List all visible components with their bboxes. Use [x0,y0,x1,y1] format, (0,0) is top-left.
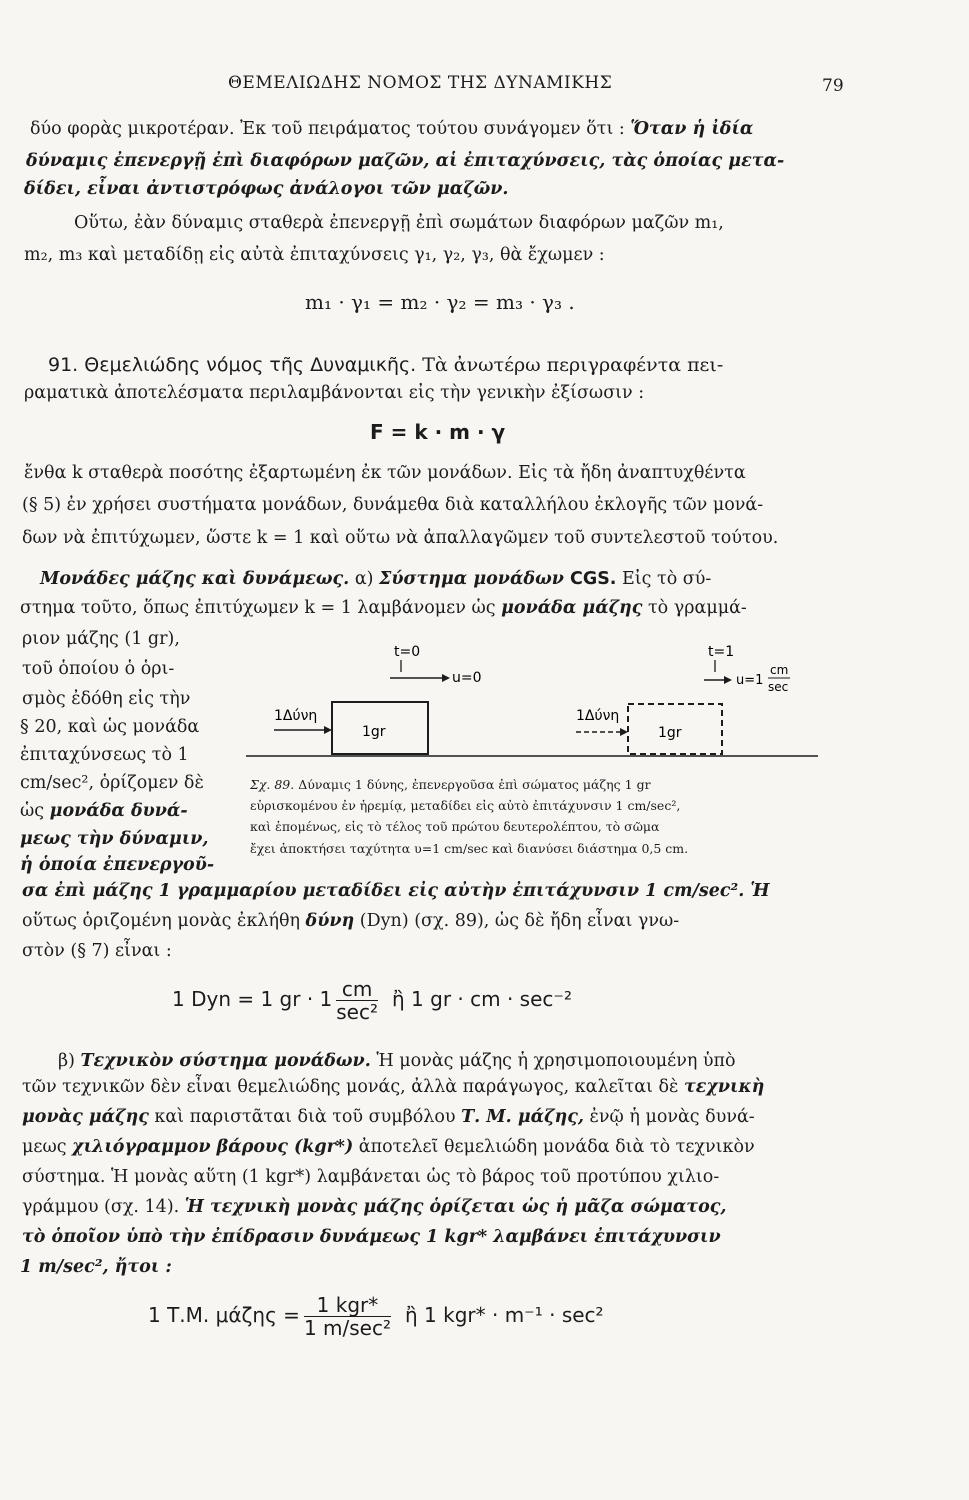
eq4-left: 1 Τ.Μ. μάζης = [148,1303,300,1327]
units-left-line6: cm/sec², ὁρίζομεν δὲ [20,773,204,793]
figure-89 [240,636,820,772]
section-91-line1: 91. Θεμελιώδης νόμος τῆς Δυναμικῆς. Τὰ ἀνωτέρω περιγραφέντα πει- [48,354,724,376]
label-t0: t=0 [394,644,421,660]
units-heading: Μονάδες μάζης καὶ δυνάμεως. α) Σύστημα μονάδων CGS. Εἰς τὸ σύ- [40,569,712,589]
force-arrowhead-right [620,728,628,736]
tech-line2: τῶν τεχνικῶν δὲν εἶναι θεμελιώδης μονάς, ἀλλὰ παράγωγος, καλεῖται δὲ τεχνικὴ [22,1077,765,1097]
para1-line3: δίδει, εἶναι ἀντιστρόφως ἀνάλογοι τῶν μαζῶν. [24,179,509,199]
label-t1: t=1 [708,644,735,660]
running-title: ΘΕΜΕΛΙΩΔΗΣ ΝΟΜΟΣ ΤΗΣ ΔΥΝΑΜΙΚΗΣ [228,73,613,93]
force-left-label: 1Δύνη [274,708,318,724]
label-sec: sec [768,680,789,694]
page-number: 79 [822,76,844,96]
para1-line1: δύο φορὰς μικροτέραν. Ἐκ τοῦ πειράματος τούτου συνάγομεν ὅτι : Ὅταν ἡ ἰδία [30,119,754,139]
force-arrowhead-left [324,726,332,734]
para1-line2: δύναμις ἐπενεργῇ ἐπὶ διαφόρων μαζῶν, αἱ ἐπιταχύνσεις, τὰς ὁποίας μετα- [26,151,785,171]
tech-line5: σύστημα. Ἡ μονὰς αὕτη (1 kgr*) λαμβάνεται ὡς τὸ βάρος τοῦ προτύπου χιλιο- [22,1167,720,1187]
units-after-line3: στὸν (§ 7) εἶναι : [22,941,172,961]
mass-right-label: 1gr [658,725,682,741]
section-91-line2: ραματικὰ ἀποτελέσματα περιλαμβάνονται εἰς τὴν γενικὴν ἐξίσωσιν : [24,383,645,403]
units-left-line3: σμὸς ἐδόθη εἰς τὴν [22,689,191,709]
eq3-right: ἢ 1 gr · cm · sec⁻² [392,987,572,1011]
equation-mass-acceleration: m₁ · γ₁ = m₂ · γ₂ = m₃ · γ₃ . [305,290,575,314]
para1-line4: Οὕτω, ἐὰν δύναμις σταθερὰ ἐπενεργῇ ἐπὶ σωμάτων διαφόρων μαζῶν m₁, [74,213,724,233]
units-left-line1: ριον μάζης (1 gr), [22,629,180,649]
tech-line8: 1 m/sec², ἤτοι : [20,1257,172,1277]
arrowhead-velocity-right [724,676,732,684]
tech-line4: μεως χιλιόγραμμον βάρους (kgr*) ἀποτελεῖ θεμελιώδη μονάδα διὰ τὸ τεχνικὸν [22,1137,755,1157]
units-left-line8: μεως τὴν δύναμιν, [20,829,209,849]
equation-dyne-definition [172,978,572,1023]
tech-line1: β) Τεχνικὸν σύστημα μονάδων. Ἡ μονὰς μάζης ἡ χρησιμοποιουμένη ὑπὸ [58,1051,736,1071]
figure-caption-line3: καὶ ἑπομένως, εἰς τὸ τέλος τοῦ πρώτου δευτερολέπτου, τὸ σῶμα [250,819,660,834]
para2-line1: ἔνθα k σταθερὰ ποσότης ἐξαρτωμένη ἐκ τῶν μονάδων. Εἰς τὰ ἤδη ἀναπτυχθέντα [24,463,746,483]
para2-line2: (§ 5) ἐν χρήσει συστήματα μονάδων, δυνάμεθα διὰ καταλλήλου ἐκλογῆς τῶν μονά- [22,495,764,515]
equation-fundamental-law: F = k · m · γ [370,420,506,444]
mass-left-label: 1gr [362,724,386,740]
units-left-line2: τοῦ ὁποίου ὁ ὁρι- [22,659,175,679]
units-after-line2: οὕτως ὁριζομένη μονὰς ἐκλήθη δύνη (Dyn) (σχ. 89), ὡς δὲ ἤδη εἶναι γνω- [22,911,680,931]
units-line2: στημα τοῦτο, ὅπως ἐπιτύχωμεν k = 1 λαμβάνομεν ὡς μονάδα μάζης τὸ γραμμά- [20,598,747,618]
units-left-line4: § 20, καὶ ὡς μονάδα [20,717,200,737]
label-cm: cm [770,663,789,677]
figure-caption-line4: ἔχει ἀποκτήσει ταχύτητα υ=1 cm/sec καὶ διανύσει διάστημα 0,5 cm. [250,841,689,856]
para2-line3: δων νὰ ἐπιτύχωμεν, ὥστε k = 1 καὶ οὕτω νὰ ἀπαλλαγῶμεν τοῦ συντελεστοῦ τούτου. [22,528,779,548]
para1-line5: m₂, m₃ καὶ μεταδίδῃ εἰς αὐτὰ ἐπιταχύνσεις γ₁, γ₂, γ₃, θὰ ἔχωμεν : [24,245,605,265]
label-u1: u=1 [736,673,764,688]
equation-technical-mass-unit [148,1294,604,1339]
eq4-right: ἢ 1 kgr* · m⁻¹ · sec² [405,1303,604,1327]
units-left-line9: ἡ ὁποία ἐπενεργοῦ- [20,855,215,875]
eq3-left: 1 Dyn = 1 gr · 1 [172,987,333,1011]
label-u0: u=0 [452,670,482,686]
force-right-label: 1Δύνη [576,708,620,724]
tech-line3: μονὰς μάζης καὶ παριστᾶται διὰ τοῦ συμβόλου Τ. Μ. μάζης, ἐνῷ ἡ μονὰς δυνά- [22,1107,755,1127]
eq3-fraction: $\frac{cm}{\text{sec²}}$ [336,977,379,1024]
tech-line6: γράμμου (σχ. 14). Ἡ τεχνικὴ μονὰς μάζης ὁρίζεται ὡς ἡ μᾶζα σώματος, [22,1197,727,1217]
figure-caption-line2: εὑρισκομένου ἐν ἠρεμίᾳ, μεταδίδει εἰς αὐτὸ ἐπιτάχυνσιν 1 cm/sec², [250,798,681,813]
units-left-line5: ἐπιταχύνσεως τὸ 1 [20,745,189,765]
eq4-fraction: $\frac{\text{1 kgr*}}{\text{1 m/sec²}}$ [303,1293,391,1340]
tech-line7: τὸ ὁποῖον ὑπὸ τὴν ἐπίδρασιν δυνάμεως 1 kgr* λαμβάνει ἐπιτάχυνσιν [22,1227,721,1247]
arrowhead-velocity-left [442,674,450,682]
units-after-line1: σα ἐπὶ μάζης 1 γραμμαρίου μεταδίδει εἰς αὐτὴν ἐπιτάχυνσιν 1 cm/sec². Ἡ [22,881,770,901]
figure-caption-line1: Σχ. 89. Δύναμις 1 δύνης, ἐπενεργοῦσα ἐπὶ σώματος μάζης 1 gr [250,777,651,792]
units-left-line7: ὡς μονάδα δυνά- [20,801,188,821]
